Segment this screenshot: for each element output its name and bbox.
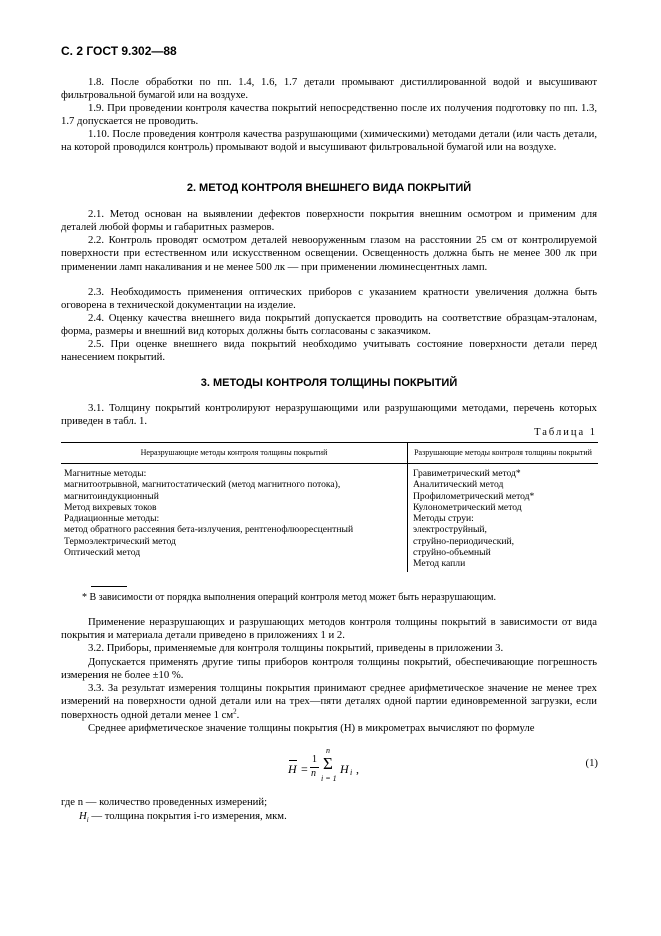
table-header-nondestructive: Неразрушающие методы контроля толщины покрытий: [61, 443, 408, 464]
paragraph-2-3: 2.3. Необходимость применения оптических приборов с указанием кратности увеличения должна быть оговорена в технической документации на изделие.: [61, 286, 597, 312]
formula-numerator: 1: [312, 754, 317, 765]
paragraph-2-4: 2.4. Оценку качества внешнего вида покрытий допускается проводить на соответствие образцам-эталонам, форма, размеры и внешний вид которых должны быть согласованы с заказчиком.: [61, 312, 597, 338]
where-n: где n — количество проведенных измерений;: [61, 796, 268, 808]
table-line: Гравиметрический метод*: [413, 468, 521, 479]
formula-term-subscript: i: [350, 768, 353, 777]
table-line: струйно-объемный: [413, 547, 491, 559]
paragraph-1-8: 1.8. После обработки по пп. 1.4, 1.6, 1.7 детали промывают дистиллированной водой и высушивают фильтровальной бумагой или на воздухе.: [61, 76, 597, 102]
table-line: электроструйный,: [413, 524, 487, 536]
table-line: струйно-периодический,: [413, 535, 515, 547]
table-line: Оптический метод: [64, 547, 141, 559]
table-line: Магнитные методы:: [64, 468, 147, 479]
formula-comma: ,: [356, 762, 359, 776]
table-line: Термоэлектрический метод: [64, 535, 176, 547]
formula-equals: =: [301, 762, 308, 776]
section-3-title: 3. МЕТОДЫ КОНТРОЛЯ ТОЛЩИНЫ ПОКРЫТИЙ: [200, 377, 458, 389]
paragraph-3-3-text: 3.3. За результат измерения толщины покрытия принимают среднее арифметическое значение не менее трех измерений на поверхности одной детали или на трех—пяти деталях одной партии единовременной загрузки, если поверхность одной детали менее 1 см: [61, 682, 597, 721]
overline: [289, 760, 297, 761]
footnote-divider: [91, 586, 127, 587]
sum-lower-limit: i = 1: [321, 774, 337, 783]
table-line: магнитоотрывной, магнитостатический (метод магнитного потока),: [64, 479, 341, 491]
paragraph-2-2: 2.2. Контроль проводят осмотром деталей невооруженным глазом на расстоянии 25 см от контролируемой поверхности при естественном или искусственном освещении. Освещенность должна быть не менее 300 лк при применении ламп накаливания и не менее 500 лк — при применении люминесцентных ламп.: [61, 234, 597, 273]
section-2-title: 2. МЕТОД КОНТРОЛЯ ВНЕШНЕГО ВИДА ПОКРЫТИЙ: [186, 182, 472, 194]
where-h-var: H: [79, 810, 87, 822]
paragraph-3-1: 3.1. Толщину покрытий контролируют неразрушающими или разрушающими методами, перечень которых приведен в табл. 1.: [61, 402, 597, 428]
where-h-text: — толщина покрытия i-го измерения, мкм.: [91, 810, 287, 822]
table-line: Метод вихревых токов: [64, 501, 157, 513]
paragraph-2-1: 2.1. Метод основан на выявлении дефектов поверхности покрытия внешним осмотром и применим для деталей любой формы и габаритных размеров.: [61, 208, 597, 234]
paragraph-1-10: 1.10. После проведения контроля качества разрушающими (химическими) методами детали (или часть детали, на которой проводился контроль) промывают водой и высушивают фильтровальной бумагой или на воздухе.: [61, 128, 597, 154]
formula-term: H: [340, 762, 349, 776]
where-h: [79, 810, 287, 827]
paragraph-3-3-end: .: [236, 708, 240, 721]
table-caption: Таблица 1: [534, 427, 597, 438]
table-line: Метод капли: [413, 558, 466, 570]
formula-denominator: n: [311, 768, 316, 779]
methods-table: [61, 442, 598, 572]
table-header-destructive: Разрушающие методы контроля толщины покрытий: [408, 443, 599, 464]
paragraph-1-9: 1.9. При проведении контроля качества покрытий непосредственно после их получения подготовку по пп. 1.3, 1.7 допускается не проводить.: [61, 102, 597, 128]
paragraph-application: Применение неразрушающих и разрушающих методов контроля толщины покрытий в зависимости от вида покрытия и материала детали приведено в приложениях 1 и 2.: [61, 616, 597, 642]
where-h-sub: i: [86, 816, 89, 825]
table-line: Методы струи:: [413, 513, 474, 525]
paragraph-2-5: 2.5. При оценке внешнего вида покрытий необходимо учитывать состояние поверхности детали перед нанесением покрытий.: [61, 338, 597, 364]
formula-1: [288, 746, 408, 792]
sigma-symbol: Σ: [323, 754, 333, 773]
formula-lhs: H: [288, 762, 297, 776]
table-footnote: * В зависимости от порядка выполнения операций контроля метод может быть неразрушающим.: [82, 592, 497, 603]
table-line: Радиационные методы:: [64, 513, 160, 525]
paragraph-mean: Среднее арифметическое значение толщины покрытия (H) в микрометрах вычисляют по формуле: [88, 722, 535, 734]
paragraph-3-2: 3.2. Приборы, применяемые для контроля толщины покрытий, приведены в приложении 3.: [88, 642, 504, 654]
sum-upper-limit: n: [326, 746, 330, 755]
table-cell-nondestructive: [61, 464, 408, 572]
table-line: Кулонометрический метод: [413, 501, 522, 513]
superscript: 2: [233, 707, 237, 716]
page-header: С. 2 ГОСТ 9.302—88: [61, 44, 177, 58]
paragraph-allowance: Допускается применять другие типы приборов контроля толщины покрытий, обеспечивающие погрешность измерения не более ±10 %.: [61, 656, 597, 682]
paragraph-3-3: [61, 682, 597, 722]
table-cell-destructive: [408, 464, 599, 572]
table-line: магнитоиндукционный: [64, 490, 159, 502]
table-line: Профилометрический метод*: [413, 490, 535, 502]
table-line: метод обратного рассеяния бета-излучения, рентгенофлюоресцентный: [64, 524, 354, 536]
formula-number: (1): [585, 757, 598, 769]
table-line: Аналитический метод: [413, 479, 504, 491]
